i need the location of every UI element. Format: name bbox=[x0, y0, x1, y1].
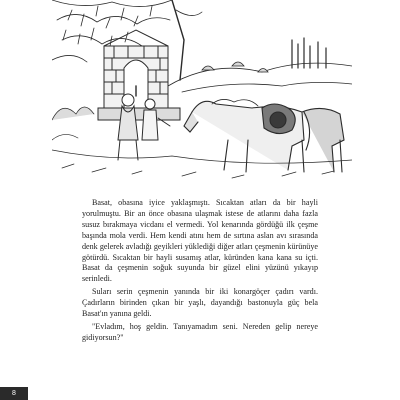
paragraph: "Evladım, hoş geldin. Tanıyamadım seni. Nereden gelip nereye gidiyorsun?" bbox=[82, 321, 318, 342]
paragraph: Basat, obasına iyice yaklaşmıştı. Sıcaktan atları da bir hayli yorulmuştu. Bir an önce obasına ulaşmak istese de atlarını daha fazla susuz bırakmaya vicdanı el vermedi. Yol kenarında gördüğü ilk çeşme başında mola verdi. Hem kendi atını hem de sırtına aslan avı sırasında denk gelerek avladığı geyikleri yüklediği diğer atları çeşmenin kürünüye götürdü. Sıcaktan bir hayli susamış atlar, küründen kana kana su içti. Basat da çeşmenin soğuk suyunda bir güzel elini yüzünü yıkayıp serinledi. bbox=[82, 198, 318, 284]
paragraph: Suları serin çeşmenin yanında bir iki konargöçer çadırı vardı. Çadırların birinden çıkan bir yaşlı, dayandığı bastonuyla güç bela Basat'ın yanına geldi. bbox=[82, 287, 318, 319]
page-number: 8 bbox=[0, 387, 28, 400]
horses bbox=[184, 99, 344, 172]
hills bbox=[168, 38, 352, 92]
story-text bbox=[82, 198, 318, 344]
fountain-illustration bbox=[52, 0, 352, 188]
